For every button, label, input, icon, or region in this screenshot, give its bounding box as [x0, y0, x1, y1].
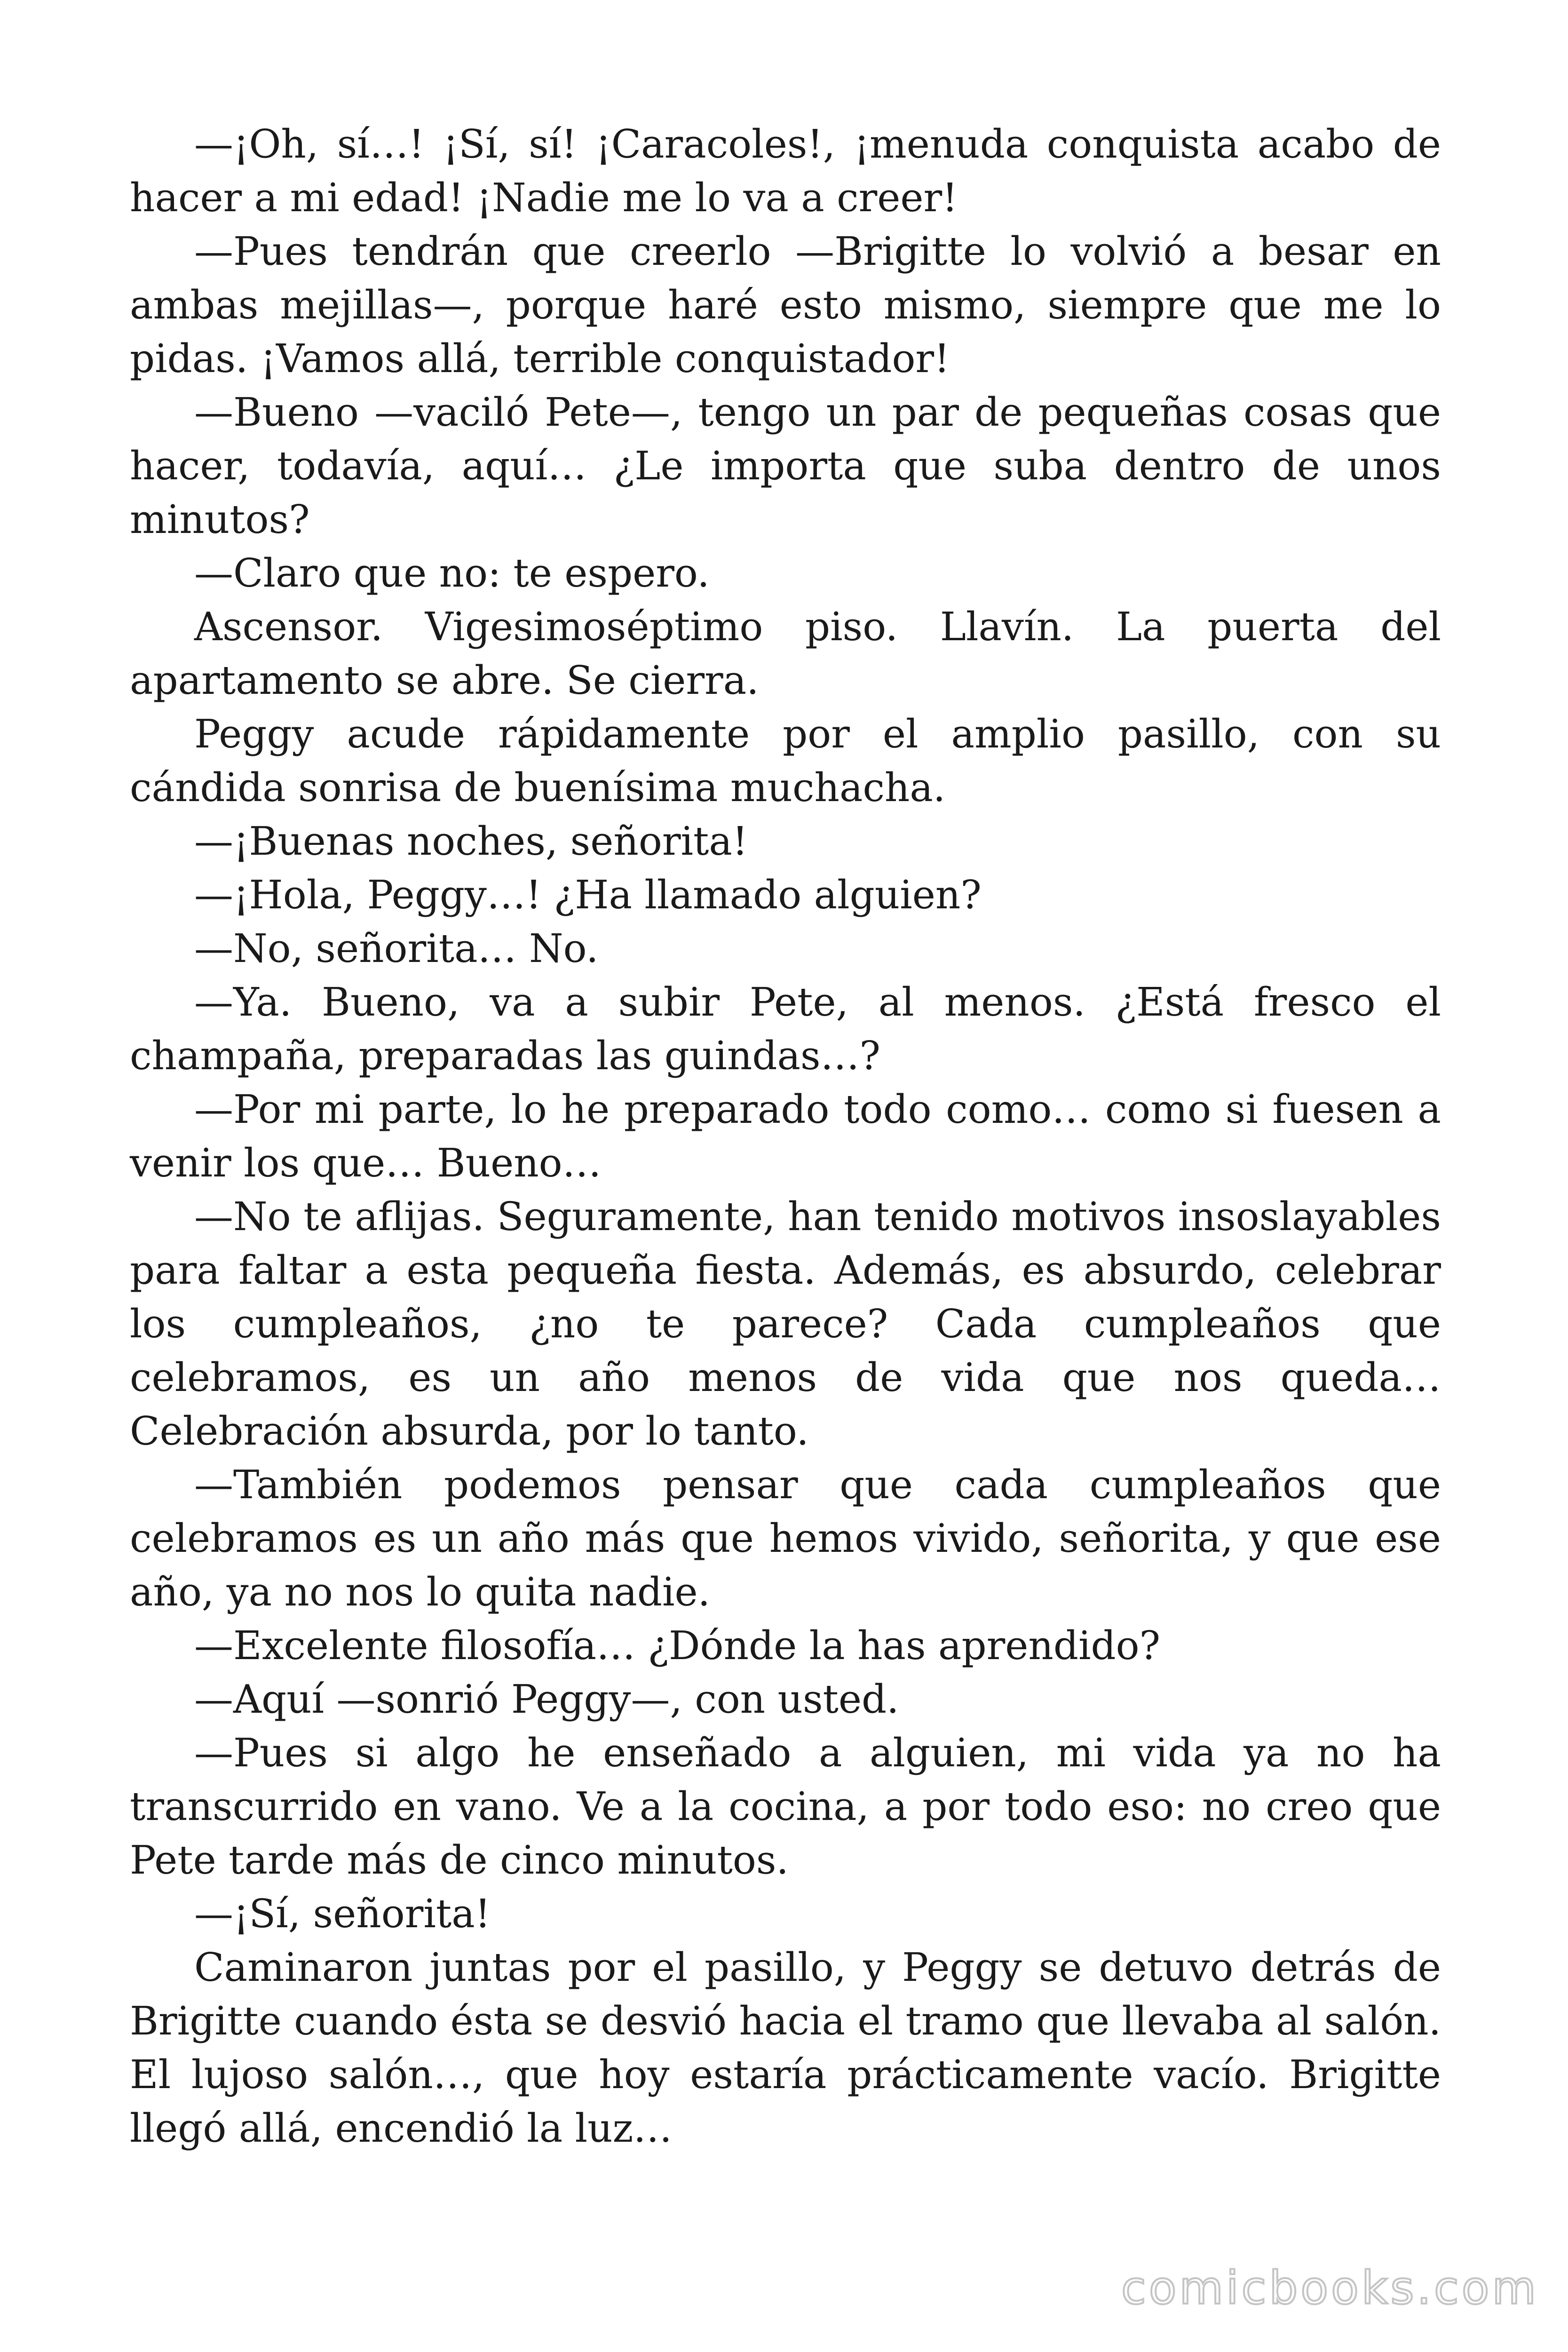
page-body-text [130, 118, 1441, 2155]
paragraph: Peggy acude rápidamente por el amplio pasillo, con su cándida sonrisa de buenísima muchacha. [130, 711, 1441, 810]
paragraph: —Excelente filosofía… ¿Dónde la has aprendido? [194, 1623, 1161, 1669]
paragraph: —Por mi parte, lo he preparado todo como… como si fuesen a venir los que… Bueno… [130, 1087, 1441, 1186]
paragraph: —¡Hola, Peggy…! ¿Ha llamado alguien? [194, 872, 982, 918]
watermark: comicbooks.com [1121, 2262, 1539, 2314]
paragraph: —¡Buenas noches, señorita! [194, 818, 748, 864]
paragraph: —También podemos pensar que cada cumpleaños que celebramos es un año más que hemos vivido, señorita, y que ese año, ya no nos lo quita nadie. [130, 1462, 1441, 1615]
paragraph: —Claro que no: te espero. [194, 550, 710, 596]
paragraph: —¡Oh, sí…! ¡Sí, sí! ¡Caracoles!, ¡menuda conquista acabo de hacer a mi edad! ¡Nadie me lo va a creer! [130, 121, 1441, 221]
paragraph: —Bueno —vaciló Pete—, tengo un par de pequeñas cosas que hacer, todavía, aquí… ¿Le importa que suba dentro de unos minutos? [130, 389, 1441, 542]
paragraph: —Pues tendrán que creerlo —Brigitte lo volvió a besar en ambas mejillas—, porque haré esto mismo, siempre que me lo pidas. ¡Vamos allá, terrible conquistador! [130, 229, 1441, 381]
paragraph: Ascensor. Vigesimoséptimo piso. Llavín. La puerta del apartamento se abre. Se cierra. [130, 604, 1441, 703]
paragraph: Caminaron juntas por el pasillo, y Peggy se detuvo detrás de Brigitte cuando ésta se desvió hacia el tramo que llevaba al salón. El lujoso salón…, que hoy estaría prácticamente vacío. Brigitte llegó allá, encendió la luz… [130, 1945, 1441, 2151]
paragraph: —No te aflijas. Seguramente, han tenido motivos insoslayables para faltar a esta pequeña fiesta. Además, es absurdo, celebrar los cumpleaños, ¿no te parece? Cada cumpleaños que celebramos, es un año menos de vida que nos queda… Celebración absurda, por lo tanto. [130, 1194, 1441, 1454]
paragraph: —Ya. Bueno, va a subir Pete, al menos. ¿Está fresco el champaña, preparadas las guindas…? [130, 979, 1441, 1079]
paragraph: —Aquí —sonrió Peggy—, con usted. [194, 1677, 899, 1722]
paragraph: —No, señorita… No. [194, 926, 599, 971]
paragraph: —Pues si algo he enseñado a alguien, mi vida ya no ha transcurrido en vano. Ve a la cocina, a por todo eso: no creo que Pete tarde más de cinco minutos. [130, 1730, 1441, 1883]
paragraph: —¡Sí, señorita! [194, 1891, 491, 1937]
